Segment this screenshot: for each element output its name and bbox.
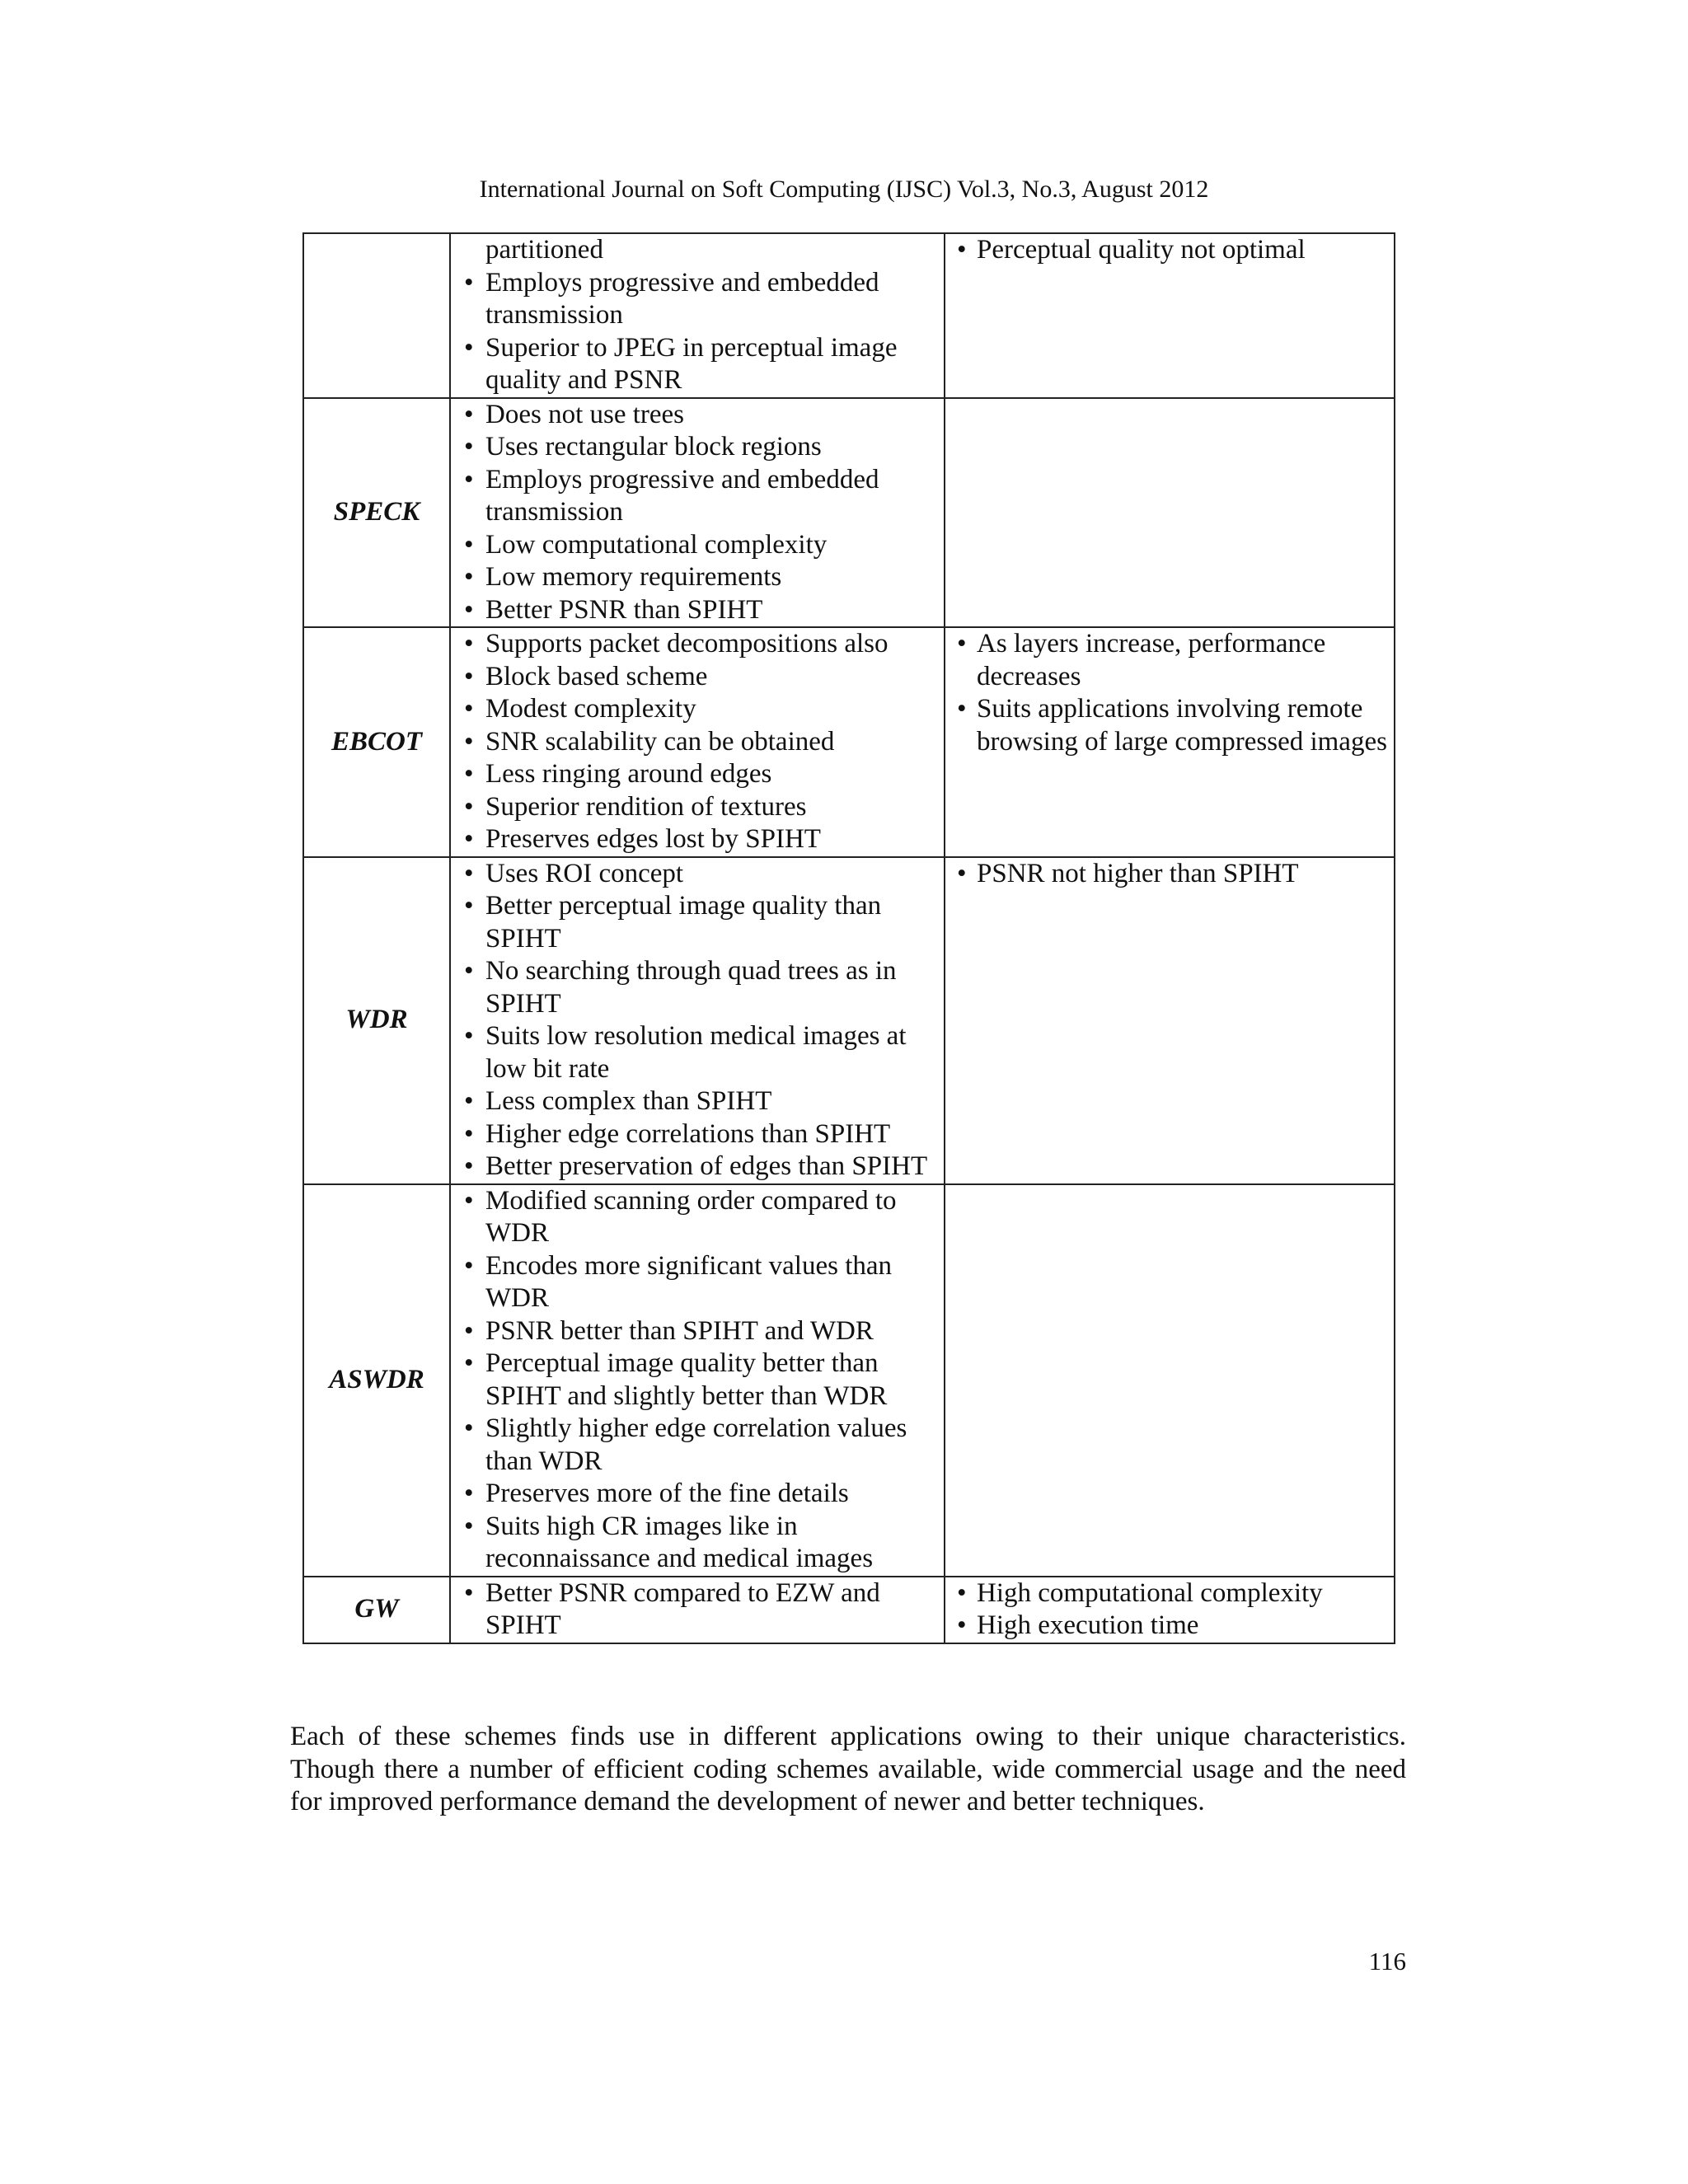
advantage-item: • Less ringing around edges xyxy=(451,758,944,791)
advantage-item: • Superior to JPEG in perceptual image quality and PSNR xyxy=(451,332,944,397)
table-row xyxy=(303,1184,1395,1577)
disadvantages-cell xyxy=(945,857,1395,1184)
advantage-item: • SNR scalability can be obtained xyxy=(451,726,944,759)
advantage-item: • Employs progressive and embedded transmission xyxy=(451,464,944,529)
advantages-list xyxy=(451,858,944,1183)
advantages-list xyxy=(451,628,944,856)
advantage-item: • Low computational complexity xyxy=(451,529,944,562)
advantage-item: • Higher edge correlations than SPIHT xyxy=(451,1118,944,1151)
advantage-item: • Suits low resolution medical images at low bit rate xyxy=(451,1020,944,1085)
advantage-item: • Modified scanning order compared to WDR xyxy=(451,1185,944,1250)
advantage-item: • Better preservation of edges than SPIHT xyxy=(451,1151,944,1183)
disadvantage-item: • As layers increase, performance decreases xyxy=(945,628,1394,693)
table-row xyxy=(303,233,1395,398)
advantage-item: • Better perceptual image quality than SPIHT xyxy=(451,890,944,955)
advantage-item: • Does not use trees xyxy=(451,399,944,432)
disadvantages-cell xyxy=(945,627,1395,857)
advantage-item: • Preserves edges lost by SPIHT xyxy=(451,823,944,856)
disadvantages-cell xyxy=(945,1577,1395,1643)
scheme-name-cell: ASWDR xyxy=(303,1184,450,1577)
advantage-item: partitioned xyxy=(485,235,603,265)
advantages-cell xyxy=(450,627,945,857)
advantage-item: • Modest complexity xyxy=(451,693,944,726)
advantage-item: • Less complex than SPIHT xyxy=(451,1085,944,1118)
advantage-item: • Better PSNR than SPIHT xyxy=(451,594,944,627)
disadvantage-item: • High computational complexity xyxy=(945,1577,1394,1610)
advantages-cell xyxy=(450,857,945,1184)
disadvantages-cell xyxy=(945,398,1395,628)
table-row xyxy=(303,627,1395,857)
advantage-item: • Better PSNR compared to EZW and SPIHT xyxy=(451,1577,944,1643)
body-paragraph: Each of these schemes finds use in different applications owing to their unique characteristics. Though there a number of efficient coding schemes available, wide commercial usage and the need for improved performance demand the development of newer and better techniques. xyxy=(290,1722,1406,1816)
comparison-table xyxy=(302,232,1395,1644)
advantages-cell xyxy=(450,1184,945,1577)
advantages-cell xyxy=(450,233,945,398)
advantage-item: • Superior rendition of textures xyxy=(451,791,944,824)
disadvantages-cell xyxy=(945,1184,1395,1577)
advantages-list xyxy=(451,1577,944,1643)
advantage-item: • Encodes more significant values than WDR xyxy=(451,1250,944,1315)
advantage-item: • Uses ROI concept xyxy=(451,858,944,891)
advantages-list xyxy=(451,1185,944,1576)
running-header: International Journal on Soft Computing (IJSC) Vol.3, No.3, August 2012 xyxy=(479,176,1209,203)
advantage-item: • Supports packet decompositions also xyxy=(451,628,944,661)
advantage-item: • Employs progressive and embedded transmission xyxy=(451,267,944,332)
disadvantages-list xyxy=(945,234,1394,267)
disadvantages-list xyxy=(945,1577,1394,1643)
scheme-name-cell xyxy=(303,233,450,398)
disadvantage-item: • High execution time xyxy=(945,1610,1394,1643)
page-number: 116 xyxy=(1368,1947,1406,1975)
scheme-name-cell: SPECK xyxy=(303,398,450,628)
table-row xyxy=(303,398,1395,628)
advantages-list xyxy=(451,234,944,397)
advantage-item: • Uses rectangular block regions xyxy=(451,431,944,464)
advantage-item: • Slightly higher edge correlation values than WDR xyxy=(451,1413,944,1478)
advantages-cell xyxy=(450,1577,945,1643)
scheme-name-cell: EBCOT xyxy=(303,627,450,857)
advantages-cell xyxy=(450,398,945,628)
disadvantages-cell xyxy=(945,233,1395,398)
disadvantage-item: • Suits applications involving remote browsing of large compressed images xyxy=(945,693,1394,758)
advantages-list xyxy=(451,399,944,627)
disadvantage-item: • Perceptual quality not optimal xyxy=(945,234,1394,267)
advantage-item: • Suits high CR images like in reconnaissance and medical images xyxy=(451,1511,944,1576)
advantage-item: • Preserves more of the fine details xyxy=(451,1478,944,1511)
advantage-item: • No searching through quad trees as in SPIHT xyxy=(451,955,944,1020)
advantage-item: • Perceptual image quality better than SPIHT and slightly better than WDR xyxy=(451,1347,944,1413)
table-body xyxy=(303,233,1395,1643)
disadvantage-item: • PSNR not higher than SPIHT xyxy=(945,858,1394,891)
disadvantages-list xyxy=(945,628,1394,758)
advantage-item: • Block based scheme xyxy=(451,661,944,694)
scheme-name-cell: WDR xyxy=(303,857,450,1184)
disadvantages-list xyxy=(945,858,1394,891)
advantage-item: • Low memory requirements xyxy=(451,561,944,594)
table-row xyxy=(303,1577,1395,1643)
scheme-name-cell: GW xyxy=(303,1577,450,1643)
advantage-item: • PSNR better than SPIHT and WDR xyxy=(451,1315,944,1348)
table-row xyxy=(303,857,1395,1184)
